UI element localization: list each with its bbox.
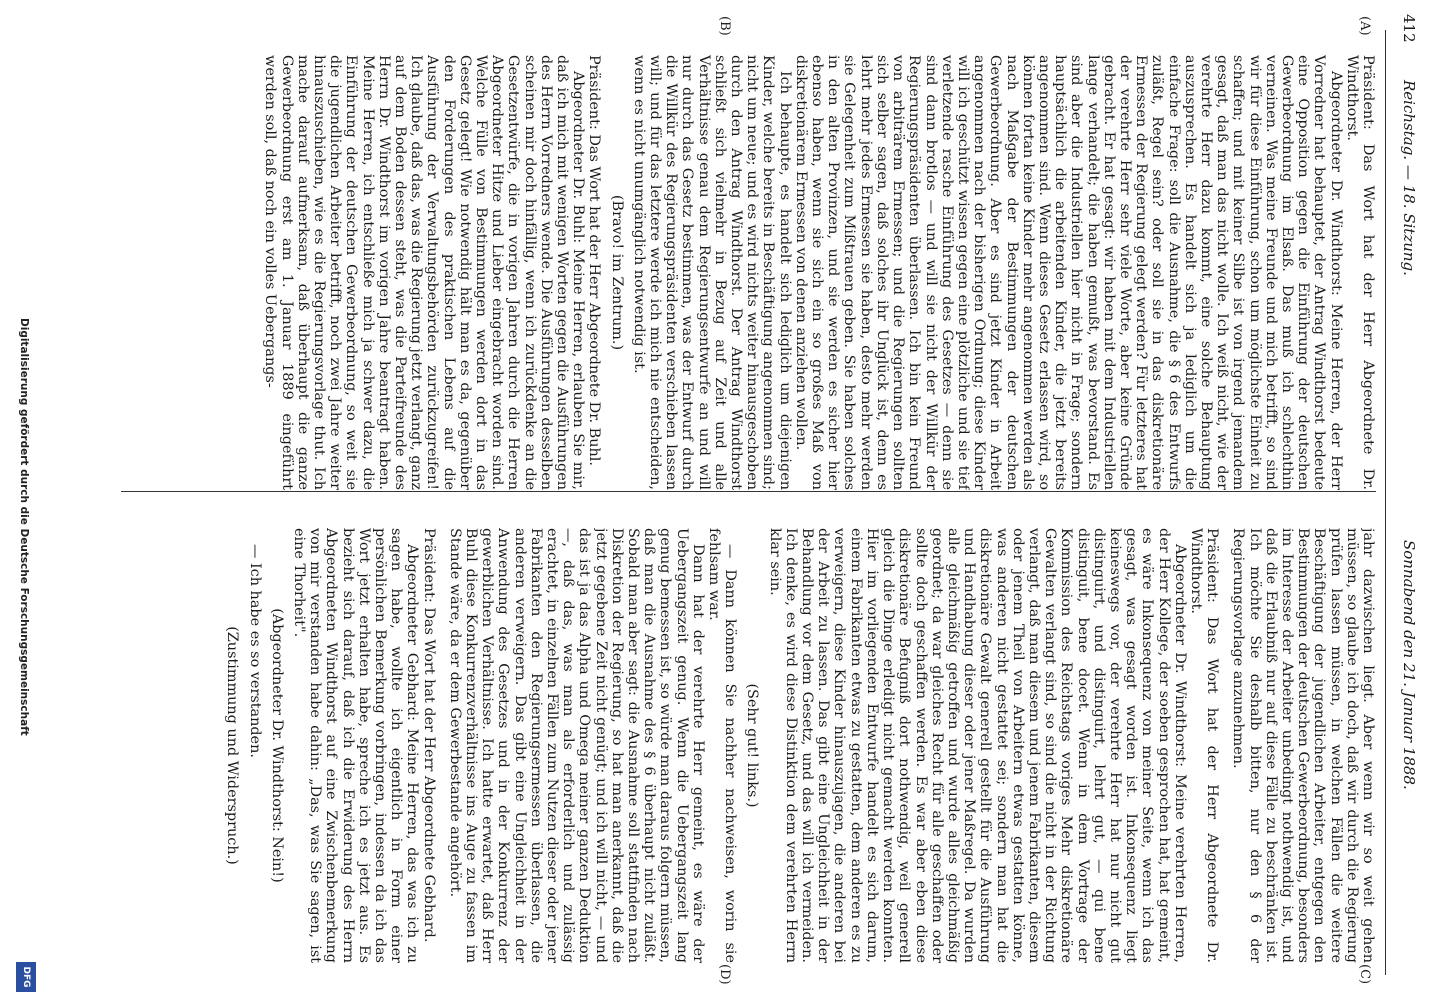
page-number: 412 xyxy=(1400,14,1418,43)
speaker-line: Präsident: Das Wort hat der Herr Abgeordnete Dr. Windthorst. xyxy=(1187,528,1221,963)
right-column xyxy=(96,528,1376,963)
paragraph: Abgeordneter Dr. Buhl: Meine Herren, erlauben Sie mir, daß ich mich mit wenigen Worten gegen die Ausführungen des Herrn Vorredners wende. Die Ausführungen desselben scheinen mir doch hinfällig, wenn ich zurückdenke an die Gesetzentwürfe, die in vorigen Jahren durch die Herren Abgeordneter Hitze und Lieber eingebracht worden sind. Welche Fülle von Bestimmungen werden dort in das Gesetz gelegt! Wie notwendig hält man es da, gegenüber den Forderungen des praktischen Lebens auf die Ausführung der Verwaltungsbehörden zurückzugreifen! Ich glaube, daß das, was die Regierung jetzt verlangt, ganz auf dem Boden dessen steht, was die Parteifreunde des Herrn Dr. Windthorst im vorigen Jahre beantragt haben. Meine Herren, ich entschließe mich ja schwer dazu, die Einführung der deutschen Gewerbeordnung, so weit sie die jugendlichen Arbeiter betrifft, noch zwei Jahre weiter hinauszuschieben, wie es die Regierungsvorlage thut. Ich mache darauf aufmerksam, daß überhaupt die ganze Gewerbeordnung erst am 1. Januar 1889 eingeführt werden soll, daß noch ein volles Uebergangs- xyxy=(262,55,587,490)
speaker-line: Präsident: Das Wort hat der Herr Abgeordnete Dr. Buhl. xyxy=(586,55,603,466)
interjection: (Abgeordneter Dr. Windthorst: Nein!) xyxy=(268,608,285,883)
page-header xyxy=(1386,0,1432,1000)
paragraph: Abgeordneter Dr. Windthorst: Meine Herren, der Herr Vorredner hat behauptet, der Antrag Windthorst bedeute eine Opposition gegen die Einführung der deutschen Gewerbeordnung im Elsaß. Das muß ich schlechthin verneinen. Was meine Freunde und mich betrifft, so sind wir für diese Einführung, schon um möglichste Einheit zu schaffen; und mit keiner Silbe ist von irgend jemandem gesagt, daß man das nicht wolle. Ich weiß nicht, wie der verehrte Herr dazu kommt, eine solche Behauptung auszusprechen. Es handelt sich ja lediglich um die einfache Frage: soll die Ausnahme, die § 6 des Entwurfs zuläßt, Regel sein? oder soll sie in das diskretionäre Ermessen der Regierung gelegt werden? Für letzteres hat der verehrte Herr sehr viele Worte, aber keine Gründe gebracht. Er hat gesagt: wir haben mit dem Industriellen lange verhandelt; die haben gemußt, was bevorstand. Es sind aber die Industriellen hier nicht in Frage; sondern hauptsächlich die arbeitenden Kinder, die jetzt bereits angenommen sind. Wenn dieses Gesetz erlassen wird, so können fortan keine Kinder mehr angenommen werden als nach Maßgabe der Bestimmungen der deutschen Gewerbeordnung. Aber es sind jetzt Kinder in Arbeit angenommen nach der bisherigen Ordnung; diese Kinder will ich geschützt wissen gegen eine plötzliche und sie tief verletzende rasche Einführung des Gesetzes — denn sie sind dann brotlos — und will sie nicht der Willkür der Regierungspräsidenten überlassen. Ich bin kein Freund von arbiträrem Ermessen; und die Regierungen sollten sich selber sagen, daß solches ihr Unglück ist, denn es lehrt mehr jedes Ermessen sie haben, desto mehr werden sie Gelegenheit zum Mißtrauen geben. Sie haben solches in den alten Provinzen, und sie werden es sicher hier ebenso haben, wenn sie sich ein so großes Maß von diskretionärem Ermessen von denen anziehen wollen. xyxy=(792,55,1344,490)
paragraph: — Ich habe es so verstanden. xyxy=(246,544,263,758)
running-title-right: Sonnabend den 21. Januar 1888. xyxy=(1400,540,1418,790)
column-divider xyxy=(121,491,1376,492)
interjection: (Sehr gut! links.) xyxy=(744,683,761,808)
margin-marker-c: (C) xyxy=(1357,964,1372,985)
dfg-logo: DFG xyxy=(16,962,36,992)
left-column xyxy=(96,55,1376,490)
paragraph: Abgeordneter Dr. Windthorst: Meine verehrten Herren, der Herr Kollege, der soeben gesprochen hat, hat gemeint, es wäre Inkonsequenz von meiner Seite, wenn ich das gesagt, was gesagt worden ist. Inkonsequenz liegt keineswegs vor, der verehrte Herr hat nur nicht gut distinguirt, und distinguirt, lehrt gut, — qui bene distinguit, bene docet. Wenn in dem Vortrage der Kommission des Reichstags voriges Mehr diskretionäre Gewalten verlangt sind, so sind die nicht in der Richtung verlangt, daß man diesem und jenem Fabrikanten, diesem oder jenem Theil von Arbeitern etwas gestatten könne, was anderen nicht gestattet sei; sondern man hat die diskretionäre Gewalt generell gestellt für die Ausführung und Handhabung dieser oder jener Maßregel. Da wurden alle gleichmäßig getroffen und wurde alles gleichmäßig geordnet; da war gleiches Recht für alle geschaffen oder sollte doch geschaffen werden. Es war aber eben diese diskretionäre Befugniß dort nothwendig, weil generell gleich die Dinge erledigt nicht gemacht werden konnten. Hier im vorliegenden Entwurfe handelt es sich darum, einem Fabrikanten etwas zu gestatten, dem anderen es zu verweigern, diese Kinder hinauszujagen, die anderen bei der Arbeit zu lassen. Das gibt eine Ungleichheit in der Behandlung vor dem Gesetz, und das will ich vermeiden. Ich denke, es wird diese Distinktion dem verehrten Herrn klar sein. xyxy=(766,528,1188,963)
margin-marker-b: (B) xyxy=(717,16,732,36)
paragraph: Abgeordneter Gebhard: Meine Herren, das was ich zu sagen habe, wollte ich eigentlich in Form einer persönlichen Bemerkung vorbringen, indessen da ich das Wort jetzt erhalten habe, spreche ich es jetzt aus. Es bezieht sich darauf, daß ich die Erwiderung des Herrn Abgeordneten Windthorst auf eine Zwischenbemerkung von mir verstanden habe dahin: „Das, was Sie sagen, ist eine Thorheit". xyxy=(291,528,421,963)
funding-stamp xyxy=(14,0,42,1000)
header-rule xyxy=(1385,30,1386,975)
paragraph: Dann hat der verehrte Herr gemeint, es wäre der Uebergangszeit genug. Wenn die Uebergangszeit lang genug bemessen ist, so würde man daraus folgern müssen, daß man die Ausnahme des § 6 überhaupt nicht zuläßt. Sobald man aber sagt: die Ausnahme soll stattfinden nach Diskretion der Regierung, so hat man anerkannt, daß die jetzt gegebene Zeit nicht genügt; und ich will nicht, — und das ist ja das Alpha und Omega meiner ganzen Deduktion —, daß das, was man als erforderlich und zulässig erachtet, in einzelnen Fällen zum Nutzen dieser oder jener Fabrikanten den Regierungsermessen überlassen, die anderen verweigern. Das gibt eine Ungleichheit in der Anwendung des Gesetzes und in der Konkurrenz der gewerblichen Verhältnisse. Ich hatte erwartet, daß Herr Buhl diese Konkurrenzverhältnisse ins Auge zu fassen im Stande wäre, da er dem Gewerbestande angehört. xyxy=(446,528,706,963)
paragraph: Ich behaupte, es handelt sich lediglich um diejenigen Kinder, welche bereits in Beschäftigung angenommen sind; nicht um neue; und es wird nichts weiter hinausgeschoben durch den Antrag Windthorst. Der Antrag Windthorst schließt sich vielmehr in Bezug auf Zeit und alle Verhältnisse genau dem Regierungsentwurfe an und will nur durch das Gesetz bestimmen, was der Entwurf durch die Willkür des Regierungspräsidenten verschieben lassen will; und für das letztere werde ich mich nie entscheiden, wenn es nicht unumgänglich notwendig ist. xyxy=(630,55,793,490)
margin-marker-d: (D) xyxy=(717,964,732,985)
paragraph: jahr dazwischen liegt. Aber wenn wir so weit gehen müssen, so glaube ich doch, daß wir durch die Regierung prüfen lassen müssen, in welchen Fällen die weitere Beschäftigung der jugendlichen Arbeiter, entgegen den Bestimmungen der deutschen Gewerbeordnung, besonders im Interesse der Arbeiter unbedingt nothwendig ist, und daß die Erlaubniß nur auf diese Fälle zu beschränken ist. Ich möchte Sie deshalb bitten, nur den § 6 der Regierungsvorlage anzunehmen. xyxy=(1230,528,1376,963)
paragraph: — Dann können Sie nachher nachweisen, worin sie fehlsam war. xyxy=(706,528,739,963)
margin-marker-a: (A) xyxy=(1357,16,1372,36)
interjection: (Bravo! im Zentrum.) xyxy=(608,194,625,351)
speaker-line: Präsident: Das Wort hat der Herr Abgeordnete Gebhard. xyxy=(420,528,437,943)
funding-note: Digitalisierung gefördert durch die Deutsche Forschungsgemeinschaft xyxy=(18,318,30,736)
running-title-left: Reichstag. — 18. Sitzung. xyxy=(1400,80,1418,276)
interjection: (Zustimmung und Widerspruch.) xyxy=(224,626,241,865)
speaker-line: Präsident: Das Wort hat der Herr Abgeordnete Dr. Windthorst. xyxy=(1343,55,1376,490)
